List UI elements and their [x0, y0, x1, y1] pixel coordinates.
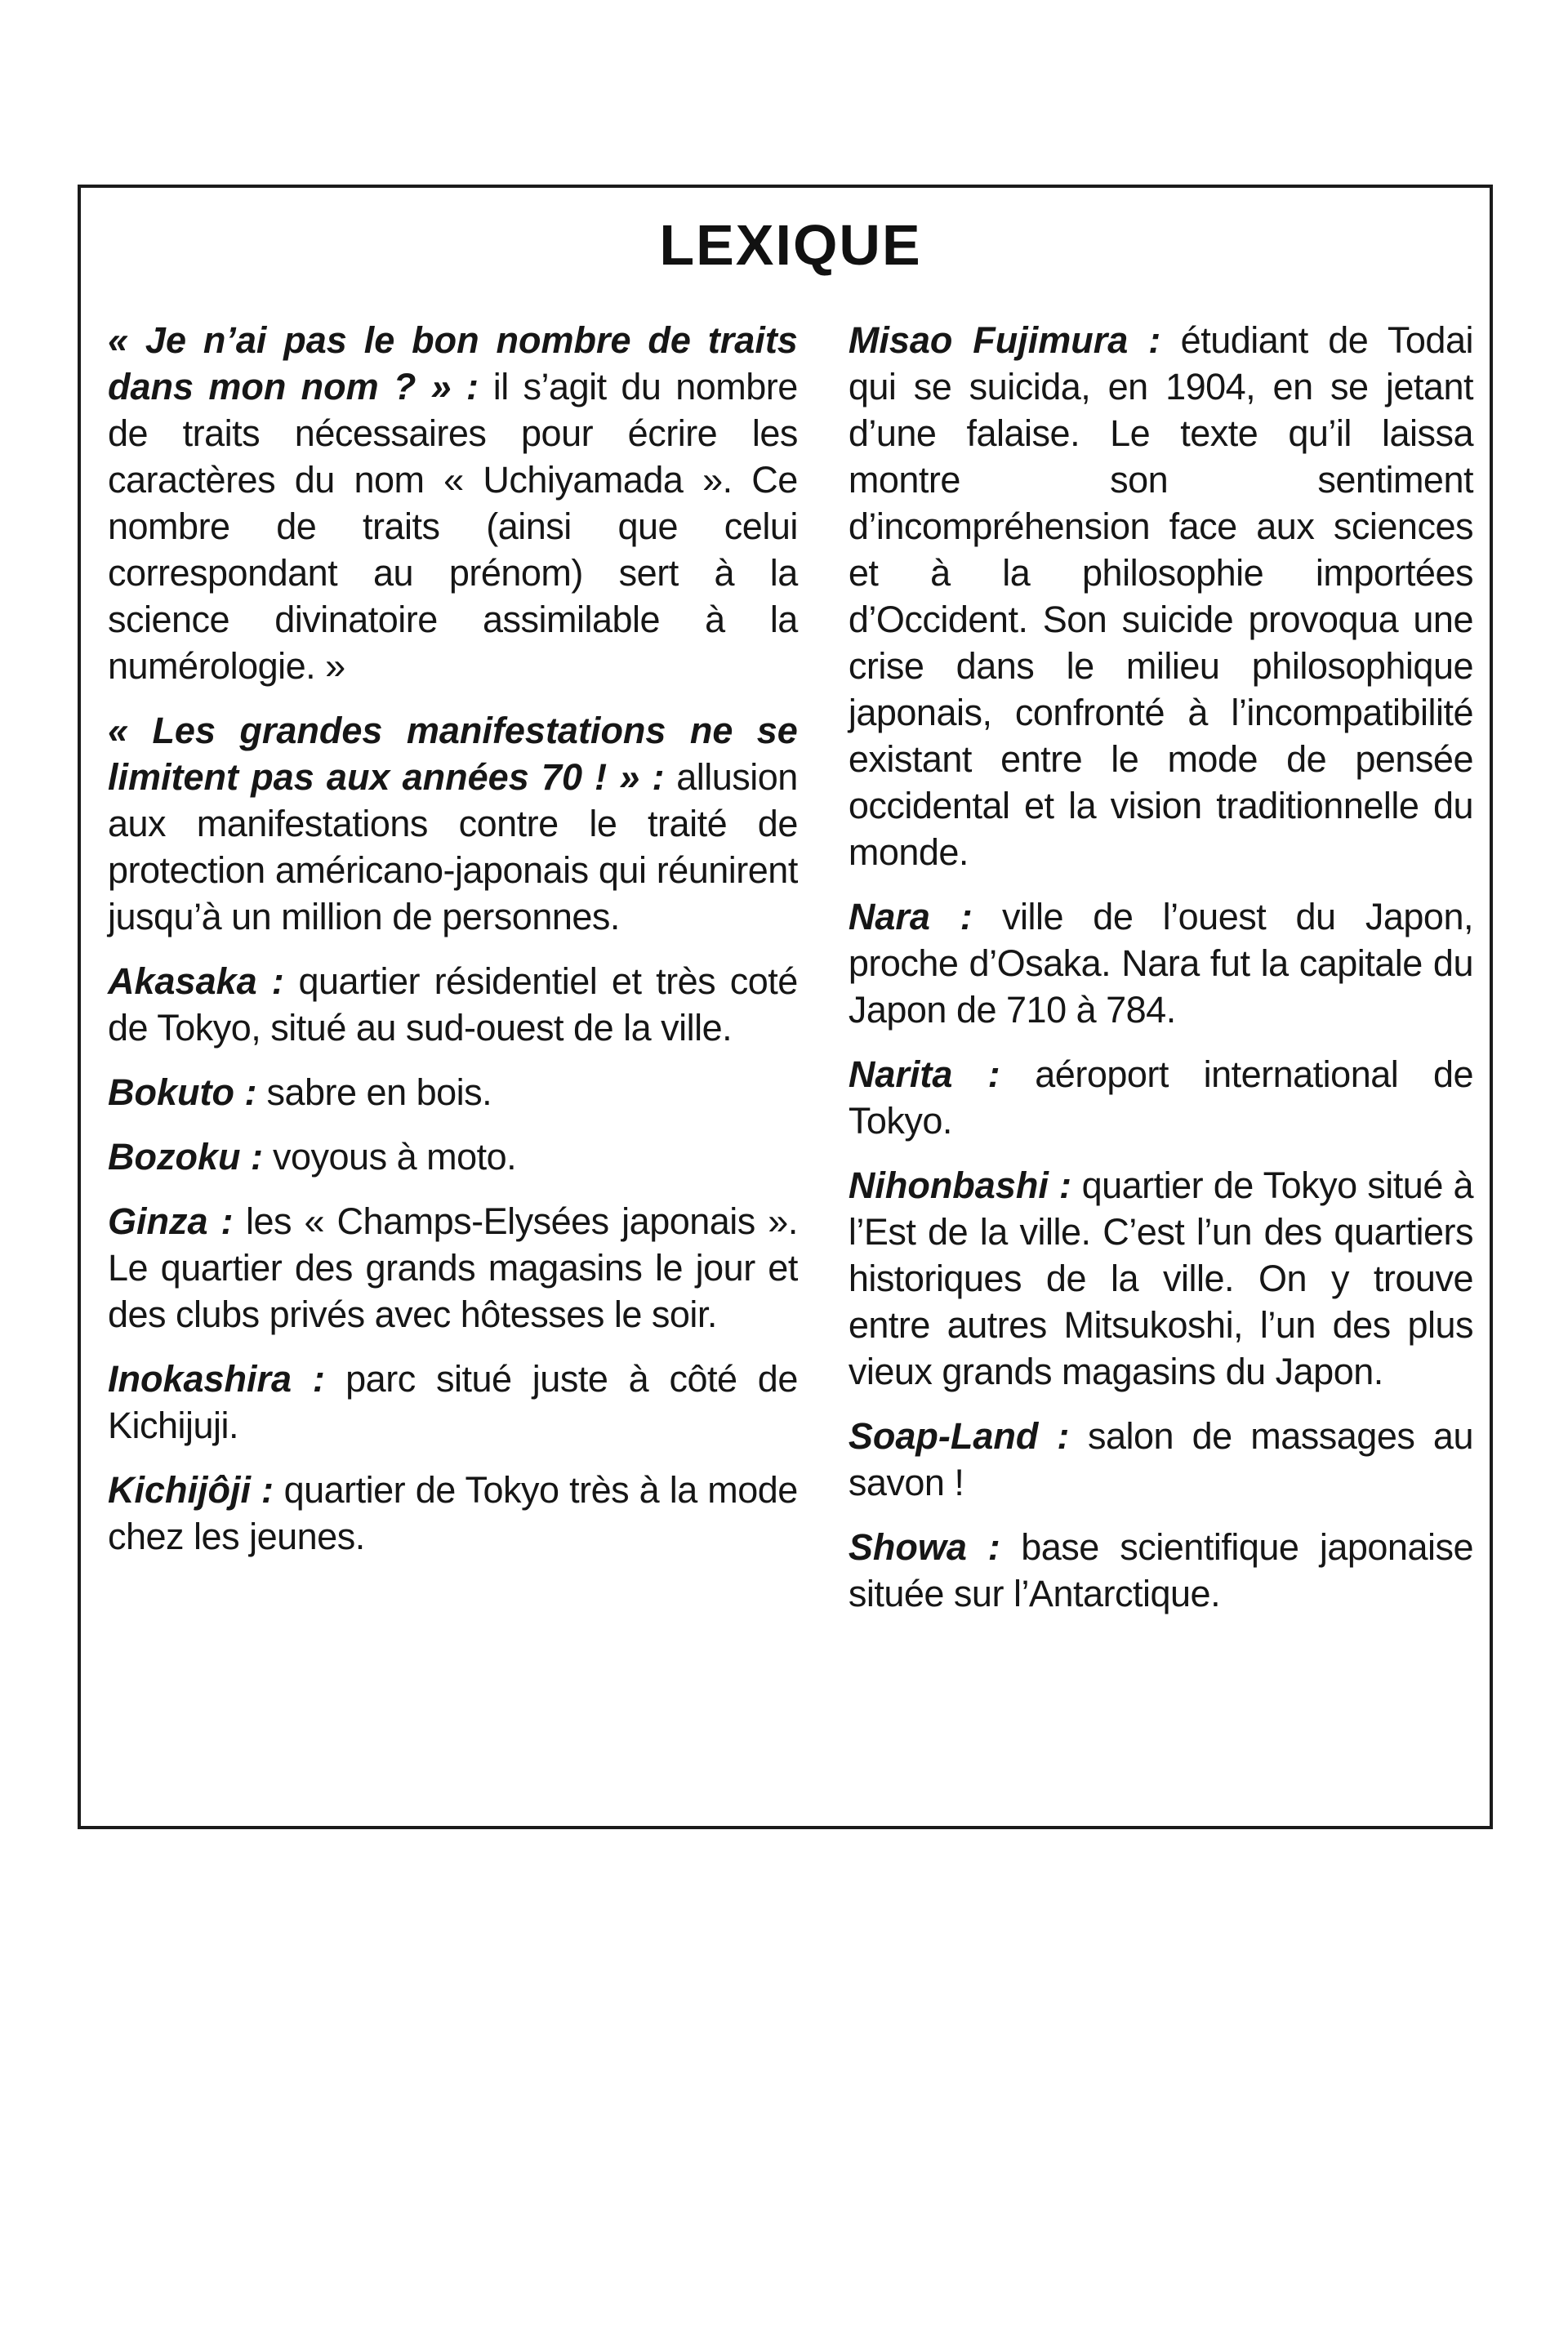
lexicon-entry — [108, 707, 798, 940]
lexicon-entry — [849, 1413, 1473, 1506]
entry-definition: quartier de Tokyo situé à l’Est de la ville. C’est l’un des quartiers historiques de la ville. On y trouve entre autres Mitsukoshi, l’un des plus vieux grands magasins du Japon. — [848, 1164, 1473, 1392]
entry-term: Ginza : — [108, 1200, 234, 1242]
lexique-box — [78, 185, 1493, 1829]
entry-definition: allusion aux manifestations contre le traité de protection américano-japonais qui réunirent jusqu’à un million de personnes. — [108, 755, 798, 937]
entry-term: Narita : — [848, 1053, 1000, 1095]
lexicon-entry — [849, 317, 1473, 875]
left-column — [108, 317, 798, 1617]
entry-term: Inokashira : — [108, 1357, 325, 1400]
entry-term: Bokuto : — [108, 1071, 257, 1113]
entry-term: Nihonbashi : — [848, 1164, 1071, 1206]
lexicon-entry — [849, 893, 1473, 1033]
entry-definition: voyous à moto. — [273, 1135, 517, 1178]
lexicon-entry — [108, 1356, 798, 1449]
right-column — [849, 317, 1473, 1617]
entry-term: Misao Fujimura : — [848, 318, 1161, 361]
entry-definition: salon de massages au savon ! — [848, 1414, 1473, 1503]
entry-definition: étudiant de Todai qui se suicida, en 1904, en se jetant d’une falaise. Le texte qu’il laissa montre son sentiment d’incompréhension face aux sciences et à la philosophie importées d’Occident. Son suicide provoqua une crise dans le milieu philosophique japonais, confronté à l’incompatibilité existant entre le mode de pensée occidental et la vision traditionnelle du monde. — [848, 318, 1473, 873]
lexicon-entry — [849, 1051, 1473, 1144]
entry-term: « Je n’ai pas le bon nombre de traits dans mon nom ? » : — [108, 318, 798, 407]
entry-definition: il s’agit du nombre de traits nécessaires pour écrire les caractères du nom « Uchiyamada ». Ce nombre de traits (ainsi que celui correspondant au prénom) sert à la science divinatoire assimilable à la numérologie. » — [108, 365, 798, 687]
lexicon-entry — [108, 1133, 798, 1180]
lexicon-entry — [849, 1524, 1473, 1617]
entry-term: Nara : — [848, 895, 973, 937]
entry-term: Bozoku : — [108, 1135, 263, 1178]
entry-definition: ville de l’ouest du Japon, proche d’Osaka. Nara fut la capitale du Japon de 710 à 784. — [848, 895, 1473, 1031]
entry-definition: quartier résidentiel et très coté de Tokyo, situé au sud-ouest de la ville. — [108, 960, 798, 1049]
entry-term: « Les grandes manifestations ne se limitent pas aux années 70 ! » : — [108, 709, 798, 798]
lexicon-entry — [108, 1467, 798, 1560]
entry-term: Akasaka : — [108, 960, 284, 1002]
entry-definition: quartier de Tokyo très à la mode chez les jeunes. — [108, 1468, 798, 1557]
entry-definition: les « Champs-Elysées japonais ». Le quartier des grands magasins le jour et des clubs privés avec hôtesses le soir. — [108, 1200, 798, 1335]
entry-term: Soap-Land : — [848, 1414, 1070, 1457]
lexicon-entry — [849, 1162, 1473, 1395]
lexicon-entry — [108, 1198, 798, 1338]
entry-term: Showa : — [848, 1525, 1000, 1568]
glossary-columns — [108, 317, 1473, 1617]
lexicon-entry — [108, 958, 798, 1051]
entry-definition: aéroport international de Tokyo. — [848, 1053, 1473, 1142]
entry-definition: base scientifique japonaise située sur l’Antarctique. — [848, 1525, 1473, 1614]
entry-term: Kichijôji : — [108, 1468, 274, 1511]
lexicon-entry — [108, 317, 798, 689]
entry-definition: parc situé juste à côté de Kichijuji. — [108, 1357, 798, 1446]
page-title: LEXIQUE — [659, 213, 922, 277]
entry-definition: sabre en bois. — [266, 1071, 492, 1113]
lexicon-entry — [108, 1069, 798, 1115]
